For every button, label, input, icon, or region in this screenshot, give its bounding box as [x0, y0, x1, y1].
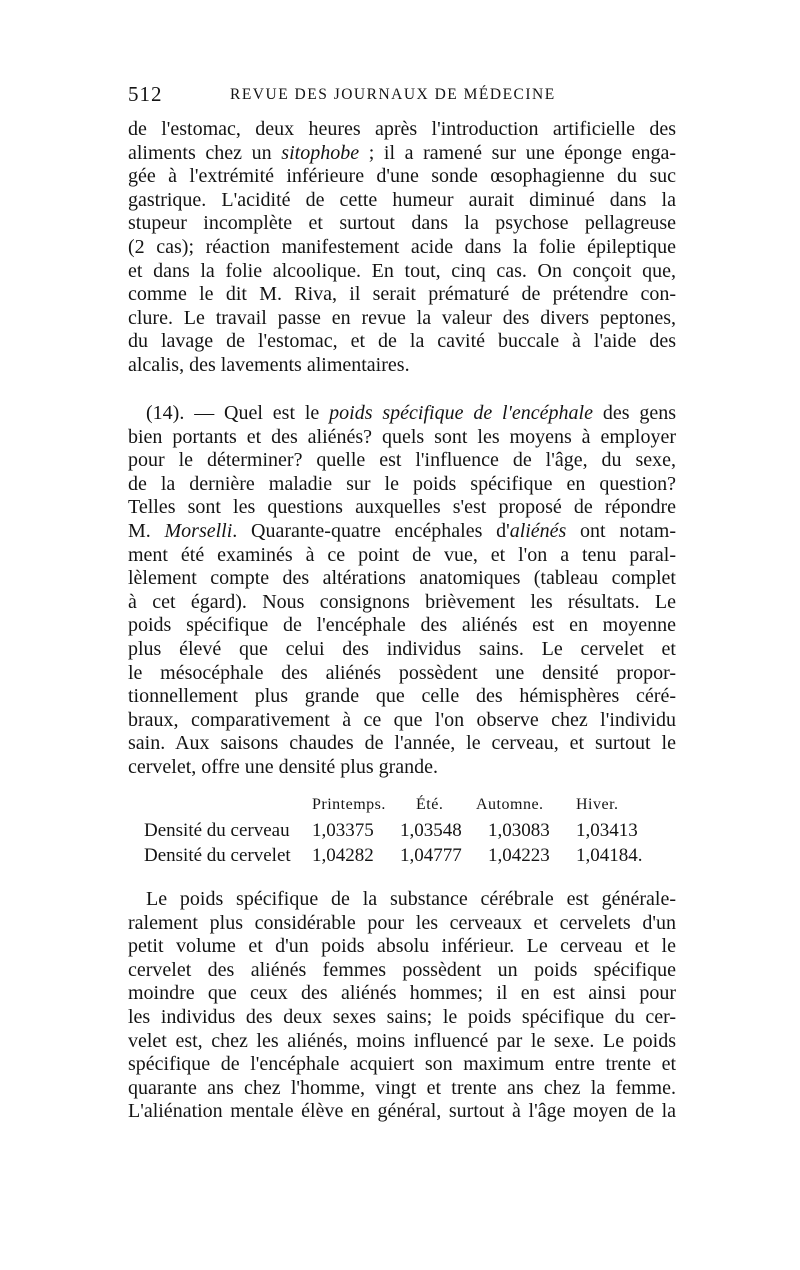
table-row-label: Densité du cerveau — [144, 820, 290, 841]
text-line: poids spécifique de l'encéphale des aliénés est en moyenne — [128, 614, 676, 637]
text-line: alcalis, des lavements alimentaires. — [128, 353, 410, 376]
text-line: gastrique. L'acidité de cette humeur aurait diminué dans la — [128, 188, 676, 211]
text-line: cervelet des aliénés femmes possèdent un poids spécifique — [128, 958, 676, 981]
text-line: Le poids spécifique de la substance cérébrale est générale- — [146, 888, 676, 910]
table-header-cell: Automne. — [476, 796, 544, 813]
page-header — [128, 82, 676, 112]
paragraph-3 — [128, 888, 676, 1124]
italic-term: poids spécifique de l'encéphale — [329, 402, 593, 424]
paragraph-1 — [128, 118, 676, 378]
density-table — [144, 796, 664, 870]
table-header-cell: Été. — [416, 796, 444, 813]
text-line — [128, 142, 676, 166]
text-line — [128, 520, 676, 544]
text-line: bien portants et des aliénés? quels sont les moyens à employer — [128, 425, 676, 448]
text-line: de l'estomac, deux heures après l'introduction artificielle des — [128, 118, 676, 140]
italic-term: sitophobe — [281, 141, 360, 164]
text-line: le mésocéphale des aliénés possèdent une densité propor- — [128, 661, 676, 684]
text-line: gée à l'extrémité inférieure d'une sonde œsophagienne du suc — [128, 165, 676, 188]
table-row — [144, 845, 664, 870]
table-cell: 1,04777 — [400, 845, 462, 866]
table-row — [144, 820, 664, 845]
text-line: sain. Aux saisons chaudes de l'année, le cerveau, et surtout le — [128, 732, 676, 755]
text-fragment: aliments chez un — [128, 141, 282, 164]
table-cell: 1,04282 — [312, 845, 374, 866]
text-fragment: . Quarante-quatre encéphales d' — [232, 519, 510, 542]
author-name: Morselli — [164, 519, 233, 542]
italic-term: aliénés — [509, 519, 567, 542]
text-fragment: — Quel est le — [184, 402, 330, 424]
text-line — [128, 402, 676, 426]
text-line: Telles sont les questions auxquelles s'est proposé de répondre — [128, 496, 676, 519]
text-line: L'aliénation mentale élève en général, surtout à l'âge moyen de la — [128, 1100, 676, 1123]
item-number: (14). — [146, 402, 185, 424]
table-cell: 1,04184. — [576, 845, 643, 866]
table-header-cell: Printemps. — [312, 796, 386, 813]
text-line: cervelet, offre une densité plus grande. — [128, 755, 439, 778]
table-header-cell: Hiver. — [576, 796, 619, 813]
table-cell: 1,03083 — [488, 820, 550, 841]
page-number: 512 — [128, 82, 163, 106]
text-fragment: ; il a ramené sur une éponge enga- — [359, 141, 676, 164]
text-fragment: M. — [128, 519, 165, 542]
text-line: braux, comparativement à ce que l'on observe chez l'individu — [128, 708, 676, 731]
running-head: REVUE DES JOURNAUX DE MÉDECINE — [230, 86, 556, 103]
text-line: velet est, chez les aliénés, moins influencé par le sexe. Le poids — [128, 1029, 676, 1052]
text-line: et dans la folie alcoolique. En tout, cinq cas. On conçoit que, — [128, 259, 676, 282]
text-line: tionnellement plus grande que celle des hémisphères céré- — [128, 685, 676, 708]
text-line: spécifique de l'encéphale acquiert son maximum entre trente et — [128, 1053, 676, 1076]
table-header-spacer — [144, 796, 312, 820]
text-line: lèlement compte des altérations anatomiques (tableau complet — [128, 567, 676, 590]
text-fragment: ont notam- — [566, 519, 676, 542]
table-cell: 1,04223 — [488, 845, 550, 866]
text-line: à cet égard). Nous consignons brièvement les résultats. Le — [128, 590, 676, 613]
text-line: moindre que ceux des aliénés hommes; il en est ainsi pour — [128, 982, 676, 1005]
table-cell: 1,03413 — [576, 820, 638, 841]
paragraph-2 — [128, 402, 676, 780]
table-header-row — [144, 796, 664, 820]
text-line: de la dernière maladie sur le poids spécifique en question? — [128, 472, 676, 495]
text-line: plus élevé que celui des individus sains. Le cervelet et — [128, 637, 676, 660]
text-line: les individus des deux sexes sains; le poids spécifique du cer- — [128, 1005, 676, 1028]
text-line: comme le dit M. Riva, il serait prématuré de prétendre con- — [128, 283, 676, 306]
text-line: clure. Le travail passe en revue la valeur des divers peptones, — [128, 306, 676, 329]
text-line: du lavage de l'estomac, et de la cavité buccale à l'aide des — [128, 330, 676, 353]
text-line: petit volume et d'un poids absolu inférieur. Le cerveau et le — [128, 935, 676, 958]
text-line: quarante ans chez l'homme, vingt et trente ans chez la femme. — [128, 1076, 676, 1099]
table-cell: 1,03548 — [400, 820, 462, 841]
text-line: ment été examinés à ce point de vue, et l'on a tenu paral- — [128, 543, 676, 566]
text-fragment: des gens — [592, 402, 677, 424]
text-line: stupeur incomplète et surtout dans la psychose pellagreuse — [128, 212, 676, 235]
text-line: ralement plus considérable pour les cerveaux et cervelets d'un — [128, 911, 676, 934]
text-line: pour le déterminer? quelle est l'influence de l'âge, du sexe, — [128, 449, 676, 472]
text-line: (2 cas); réaction manifestement acide dans la folie épileptique — [128, 235, 676, 258]
table-row-label: Densité du cervelet — [144, 845, 291, 866]
table-cell: 1,03375 — [312, 820, 374, 841]
